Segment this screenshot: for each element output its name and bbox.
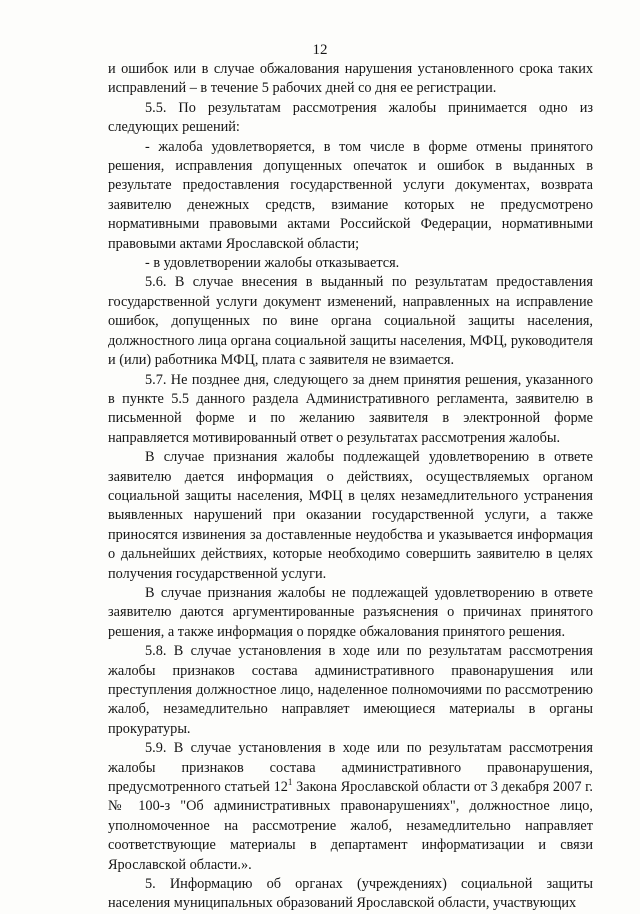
paragraph-5-8: 5.8. В случае установления в ходе или по результатам рассмотрения жалобы признаков состава административного правонарушения или преступления должностное лицо, наделенное полномочиями по рассмотрению жалоб, незамедлительно направляет имеющиеся материалы в органы прокуратуры. bbox=[108, 643, 593, 737]
list-item-complaint-rejected: - в удовлетворении жалобы отказывается. bbox=[145, 255, 400, 272]
paragraph-rejected-response: В случае признания жалобы не подлежащей удовлетворению в ответе заявителю даются аргументированные разъяснения о причинах принятого решения, а также информация о порядке обжалования принятого решения. bbox=[108, 584, 593, 640]
paragraph-satisfied-response: В случае признания жалобы подлежащей удовлетворению в ответе заявителю дается информация о действиях, осуществляемых органом социальной защиты населения, МФЦ в целях незамедлительного устранения выявленных нарушений при оказании государственной услуги, а также приносятся извинения за доставленные неудобства и указывается информация о дальнейших действиях, которые необходимо совершить заявителю в целях получения государственной услуги. bbox=[108, 449, 593, 582]
body-text bbox=[108, 60, 593, 914]
paragraph-5-5: 5.5. По результатам рассмотрения жалобы принимается одно из следующих решений: bbox=[108, 99, 593, 136]
paragraph-5-9-text-after: Закона Ярославской области от 3 декабря 2007 г. № 100-з "Об административных правонарушениях", должностное лицо, уполномоченное на рассмотрение жалоб, незамедлительно направляет соответствующие материалы в департамент информатизации и связи Ярославской области.». bbox=[108, 779, 593, 873]
page-number: 12 bbox=[312, 42, 328, 58]
paragraph-5-7: 5.7. Не позднее дня, следующего за днем принятия решения, указанного в пункте 5.5 данного раздела Административного регламента, заявителю в письменной форме и по желанию заявителя в электронной форме направляется мотивированный ответ о результатах рассмотрения жалобы. bbox=[108, 371, 593, 446]
paragraph-5-6: 5.6. В случае внесения в выданный по результатам предоставления государственной услуги документ изменений, направленных на исправление ошибок, допущенных по вине органа социальной защиты населения, должностного лица органа социальной защиты населения, МФЦ, руководителя и (или) работника МФЦ, плата с заявителя не взимается. bbox=[108, 274, 593, 369]
paragraph-continuation: и ошибок или в случае обжалования нарушения установленного срока таких исправлений – в течение 5 рабочих дней со дня ее регистрации. bbox=[108, 61, 593, 97]
list-item-complaint-satisfied: - жалоба удовлетворяется, в том числе в форме отмены принятого решения, исправления допущенных опечаток и ошибок в выданных в результате предоставления государственной услуги документах, возврата заявителю денежных средств, взимание которых не предусмотрено нормативными правовыми актами Российской Федерации, нормативными правовыми актами Ярославской области; bbox=[108, 138, 593, 252]
article-superscript: 1 bbox=[287, 777, 293, 788]
paragraph-5-9 bbox=[108, 739, 593, 875]
paragraph-item-5: 5. Информацию об органах (учреждениях) социальной защиты населения муниципальных образований Ярославской области, участвующих bbox=[108, 876, 593, 912]
paragraph-5-9-text-before: 5.9. В случае установления в ходе или по результатам рассмотрения жалобы признаков состава административного правонарушения, предусмотренного статьей 12 bbox=[108, 740, 593, 796]
